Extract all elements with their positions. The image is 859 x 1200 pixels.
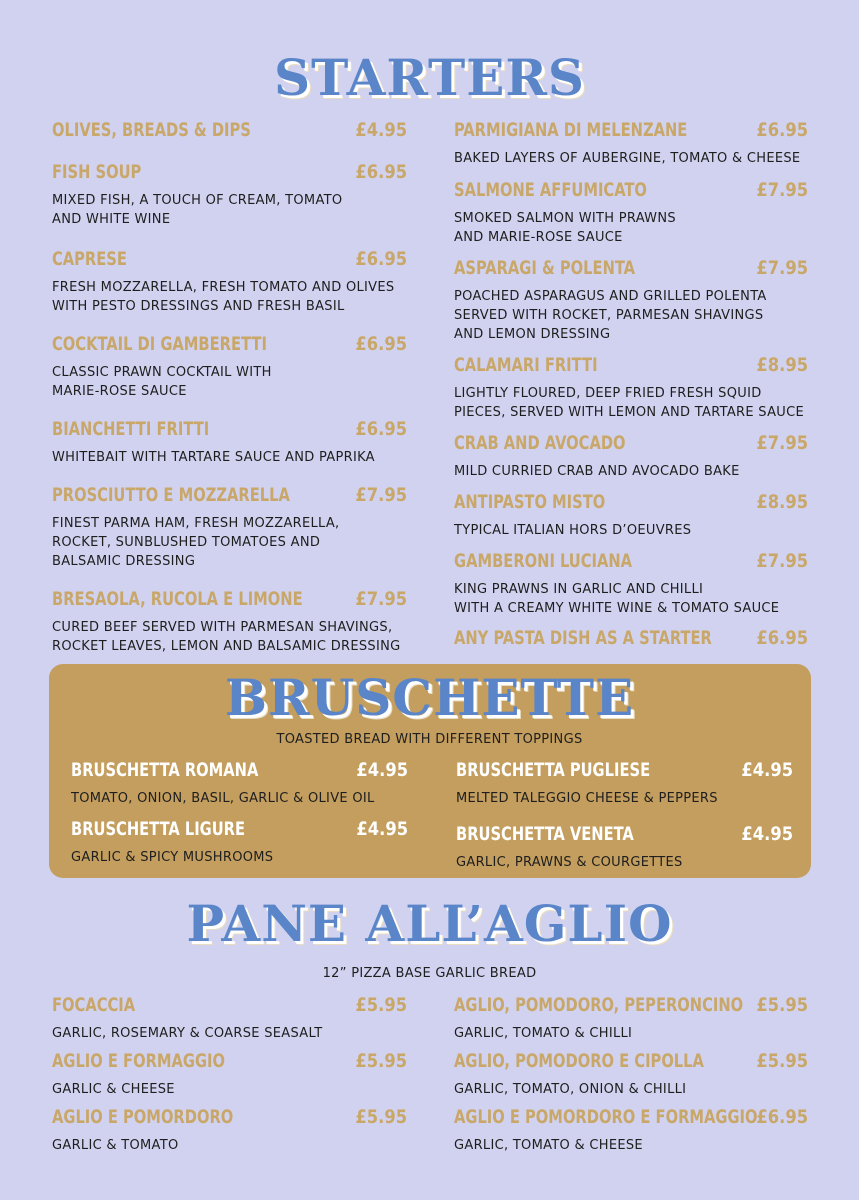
pane-all-aglio-subtitle: 12” PIZZA BASE GARLIC BREAD bbox=[322, 966, 537, 981]
bruschette-title: BRUSCHETTE bbox=[224, 668, 635, 727]
item-description: POACHED ASPARAGUS AND GRILLED POLENTA SERVED WITH ROCKET, PARMESAN SHAVINGS AND LEMON DRESSING bbox=[454, 289, 767, 342]
item-description: WHITEBAIT WITH TARTARE SAUCE AND PAPRIKA bbox=[52, 450, 375, 465]
item-price: £7.95 bbox=[756, 432, 808, 454]
item-description: TOMATO, ONION, BASIL, GARLIC & OLIVE OIL bbox=[71, 791, 375, 806]
item-name: FOCACCIA bbox=[52, 994, 136, 1016]
item-description: FINEST PARMA HAM, FRESH MOZZARELLA, ROCKET, SUNBLUSHED TOMATOES AND BALSAMIC DRESSING bbox=[52, 516, 340, 569]
item-name: CALAMARI FRITTI bbox=[454, 354, 598, 376]
item-price: £8.95 bbox=[756, 354, 808, 376]
item-price: £5.95 bbox=[756, 994, 808, 1016]
item-name: BRESAOLA, RUCOLA E LIMONE bbox=[52, 588, 303, 610]
item-price: £4.95 bbox=[741, 823, 793, 845]
item-price: £7.95 bbox=[355, 588, 407, 610]
item-description: TYPICAL ITALIAN HORS D’OEUVRES bbox=[454, 523, 692, 538]
item-price: £6.95 bbox=[355, 333, 407, 355]
item-price: £6.95 bbox=[355, 248, 407, 270]
item-description: MELTED TALEGGIO CHEESE & PEPPERS bbox=[456, 791, 718, 806]
item-description: LIGHTLY FLOURED, DEEP FRIED FRESH SQUID PIECES, SERVED WITH LEMON AND TARTARE SAUCE bbox=[454, 386, 804, 420]
item-name: SALMONE AFFUMICATO bbox=[454, 179, 647, 201]
item-name: OLIVES, BREADS & DIPS bbox=[52, 119, 251, 141]
item-price: £6.95 bbox=[355, 418, 407, 440]
item-name: ANTIPASTO MISTO bbox=[454, 491, 606, 513]
item-name: CAPRESE bbox=[52, 248, 127, 270]
bruschette-subtitle: TOASTED BREAD WITH DIFFERENT TOPPINGS bbox=[276, 732, 583, 747]
item-name: COCKTAIL DI GAMBERETTI bbox=[52, 333, 267, 355]
item-description: CLASSIC PRAWN COCKTAIL WITH MARIE-ROSE SAUCE bbox=[52, 365, 272, 399]
item-price: £6.95 bbox=[756, 119, 808, 141]
item-description: GARLIC, PRAWNS & COURGETTES bbox=[456, 855, 683, 870]
item-name: CRAB AND AVOCADO bbox=[454, 432, 626, 454]
item-price: £5.95 bbox=[355, 994, 407, 1016]
item-name: BRUSCHETTA VENETA bbox=[456, 823, 634, 845]
item-price: £8.95 bbox=[756, 491, 808, 513]
item-price: £4.95 bbox=[355, 119, 407, 141]
item-description: GARLIC & TOMATO bbox=[52, 1138, 179, 1153]
item-price: £7.95 bbox=[756, 550, 808, 572]
item-price: £5.95 bbox=[756, 1050, 808, 1072]
item-price: £6.95 bbox=[355, 161, 407, 183]
item-description: MILD CURRIED CRAB AND AVOCADO BAKE bbox=[454, 464, 740, 479]
item-price: £4.95 bbox=[356, 759, 408, 781]
item-description: CURED BEEF SERVED WITH PARMESAN SHAVINGS, ROCKET LEAVES, LEMON AND BALSAMIC DRESSING bbox=[52, 620, 401, 654]
item-description: SMOKED SALMON WITH PRAWNS AND MARIE-ROSE SAUCE bbox=[454, 211, 676, 245]
item-name: BRUSCHETTA ROMANA bbox=[71, 759, 259, 781]
item-price: £6.95 bbox=[756, 1106, 808, 1128]
item-name: FISH SOUP bbox=[52, 161, 142, 183]
item-name: BRUSCHETTA PUGLIESE bbox=[456, 759, 651, 781]
item-description: MIXED FISH, A TOUCH OF CREAM, TOMATO AND WHITE WINE bbox=[52, 193, 343, 227]
item-name: ANY PASTA DISH AS A STARTER bbox=[454, 627, 712, 649]
item-name: AGLIO E FORMAGGIO bbox=[52, 1050, 226, 1072]
item-name: ASPARAGI & POLENTA bbox=[454, 257, 636, 279]
item-name: PROSCIUTTO E MOZZARELLA bbox=[52, 484, 290, 506]
item-description: GARLIC, TOMATO & CHEESE bbox=[454, 1138, 643, 1153]
item-name: BIANCHETTI FRITTI bbox=[52, 418, 210, 440]
item-description: GARLIC, TOMATO, ONION & CHILLI bbox=[454, 1082, 687, 1097]
item-name: AGLIO, POMODORO E CIPOLLA bbox=[454, 1050, 704, 1072]
item-description: KING PRAWNS IN GARLIC AND CHILLI WITH A CREAMY WHITE WINE & TOMATO SAUCE bbox=[454, 582, 780, 616]
item-description: GARLIC & CHEESE bbox=[52, 1082, 175, 1097]
item-price: £6.95 bbox=[756, 627, 808, 649]
item-description: GARLIC, ROSEMARY & COARSE SEASALT bbox=[52, 1026, 323, 1041]
item-price: £7.95 bbox=[756, 257, 808, 279]
item-name: GAMBERONI LUCIANA bbox=[454, 550, 633, 572]
item-name: AGLIO E POMORDORO E FORMAGGIO bbox=[454, 1106, 758, 1128]
item-description: GARLIC & SPICY MUSHROOMS bbox=[71, 850, 274, 865]
item-name: PARMIGIANA DI MELENZANE bbox=[454, 119, 688, 141]
item-name: AGLIO E POMORDORO bbox=[52, 1106, 234, 1128]
item-price: £7.95 bbox=[756, 179, 808, 201]
item-price: £4.95 bbox=[356, 818, 408, 840]
item-description: GARLIC, TOMATO & CHILLI bbox=[454, 1026, 633, 1041]
item-price: £4.95 bbox=[741, 759, 793, 781]
item-description: FRESH MOZZARELLA, FRESH TOMATO AND OLIVES WITH PESTO DRESSINGS AND FRESH BASIL bbox=[52, 280, 395, 314]
item-name: AGLIO, POMODORO, PEPERONCINO bbox=[454, 994, 744, 1016]
item-price: £5.95 bbox=[355, 1106, 407, 1128]
starters-title: STARTERS bbox=[273, 48, 586, 107]
pane-all-aglio-title: PANE ALL’AGLIO bbox=[186, 894, 673, 953]
item-name: BRUSCHETTA LIGURE bbox=[71, 818, 246, 840]
item-price: £7.95 bbox=[355, 484, 407, 506]
item-description: BAKED LAYERS OF AUBERGINE, TOMATO & CHEESE bbox=[454, 151, 801, 166]
item-price: £5.95 bbox=[355, 1050, 407, 1072]
